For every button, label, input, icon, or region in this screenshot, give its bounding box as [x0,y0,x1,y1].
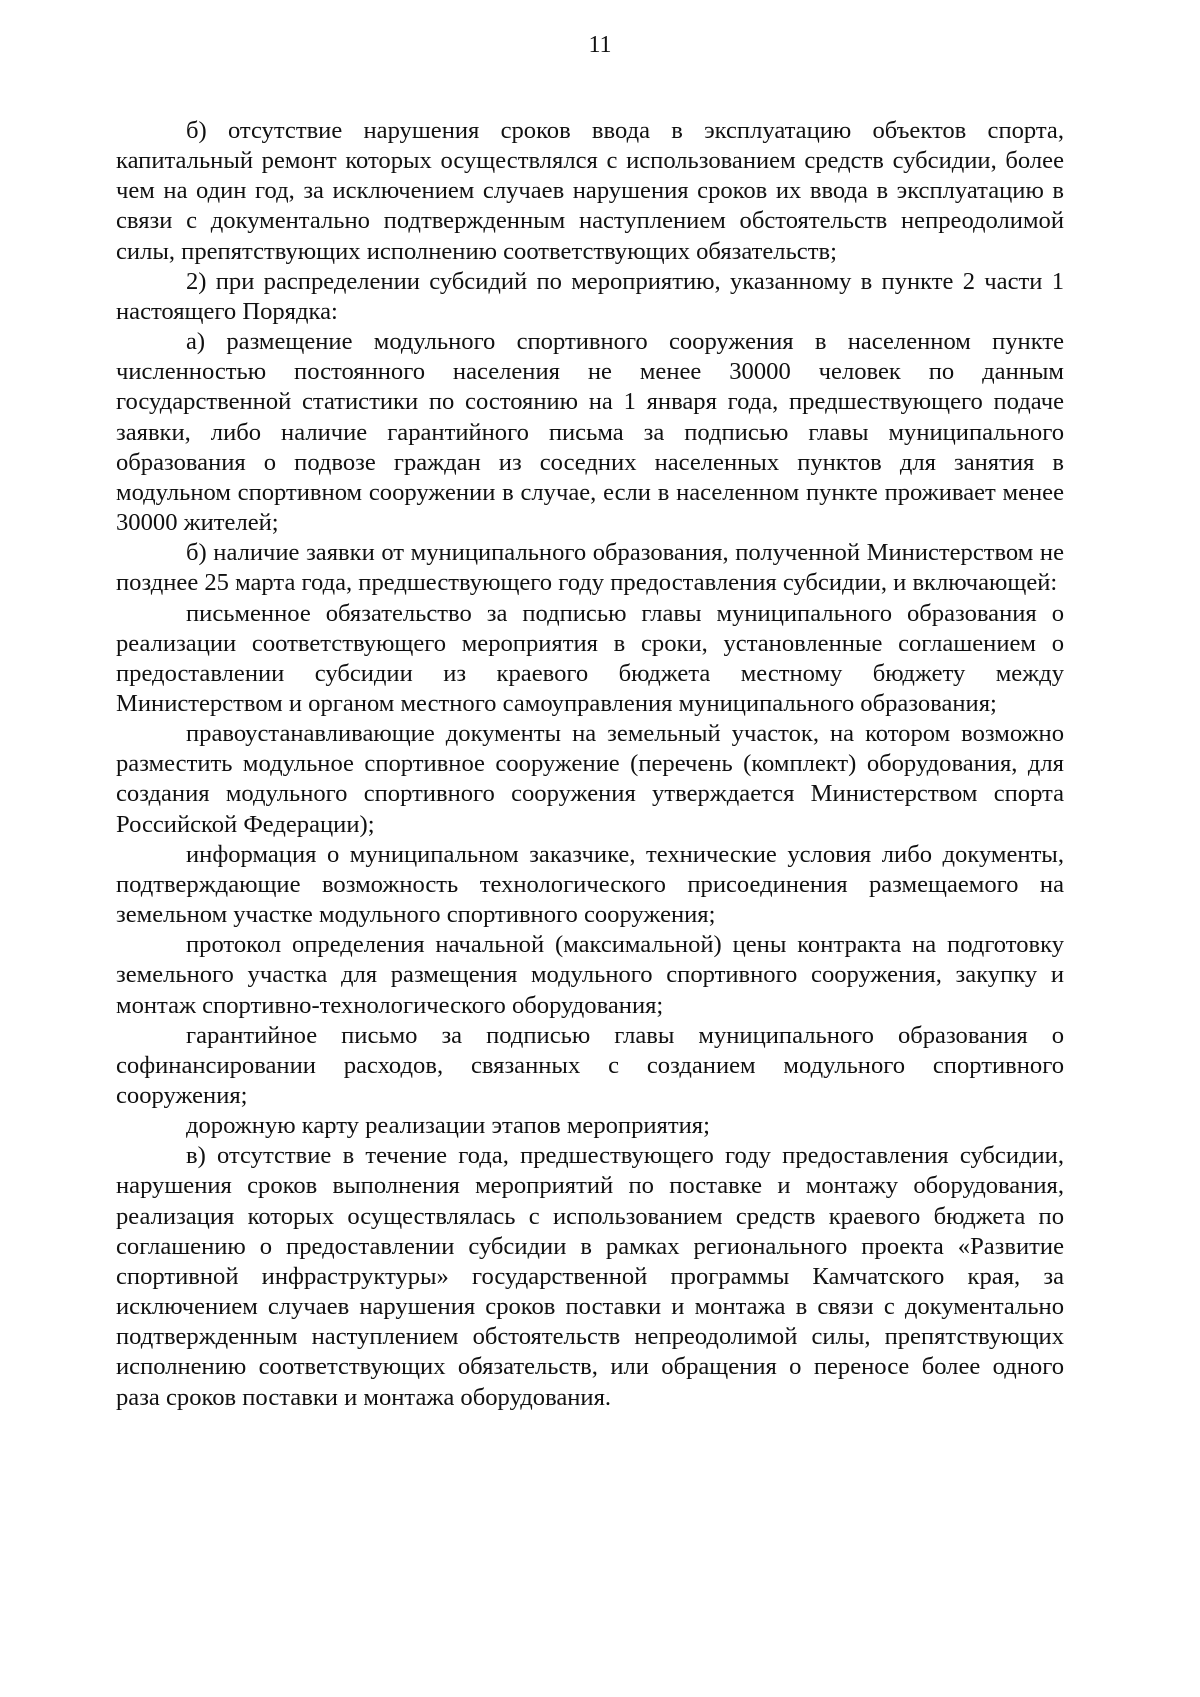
paragraph-roadmap: дорожную карту реализации этапов мероприятия; [186,1112,710,1140]
paragraph-b-application: б) наличие заявки от муниципального образования, полученной Министерством не позднее 25 марта года, предшествующего году предоставления субсидии, и включающей: [116,539,1064,597]
paragraph-written-obligation: письменное обязательство за подписью главы муниципального образования о реализации соответствующего мероприятия в сроки, установленные соглашением о предоставлении субсидии из краевого бюджета местному бюджету между Министерством и органом местного самоуправления муниципального образования; [116,599,1064,717]
page-number: 11 [588,32,612,58]
paragraph-guarantee-letter: гарантийное письмо за подписью главы муниципального образования о софинансировании расходов, связанных с созданием модульного спортивного сооружения; [116,1021,1064,1109]
paragraph-customer-information: информация о муниципальном заказчике, технические условия либо документы, подтверждающие возможность технологического присоединения размещаемого на земельном участке модульного спортивного сооружения; [116,840,1064,929]
paragraph-2-subsidy-distribution: 2) при распределении субсидий по мероприятию, указанному в пункте 2 части 1 настоящего Порядка: [116,267,1064,325]
document-body [116,116,1064,1413]
paragraph-price-protocol: протокол определения начальной (максимальной) цены контракта на подготовку земельного участка для размещения модульного спортивного сооружения, закупку и монтаж спортивно-технологического оборудования; [116,931,1064,1019]
paragraph-v-no-violations: в) отсутствие в течение года, предшествующего году предоставления субсидии, нарушения сроков выполнения мероприятий по поставке и монтажу оборудования, реализация которых осуществлялась с использованием средств краевого бюджета по соглашению о предоставлении субсидии в рамках регионального проекта «Развитие спортивной инфраструктуры» государственной программы Камчатского края, за исключением случаев нарушения сроков поставки и монтажа в связи с документально подтвержденным наступлением обстоятельств непреодолимой силы, препятствующих исполнению соответствующих обязательств, или обращения о переносе более одного раза сроков поставки и монтажа оборудования. [116,1142,1064,1411]
paragraph-b-commissioning-deadlines: б) отсутствие нарушения сроков ввода в эксплуатацию объектов спорта, капитальный ремонт которых осуществлялся с использованием средств субсидии, более чем на один год, за исключением случаев нарушения сроков их ввода в эксплуатацию в связи с документально подтвержденным наступлением обстоятельств непреодолимой силы, препятствующих исполнению соответствующих обязательств; [116,117,1064,265]
paragraph-a-modular-facility-placement: а) размещение модульного спортивного сооружения в населенном пункте численностью постоянного населения не менее 30000 человек по данным государственной статистики по состоянию на 1 января года, предшествующего подаче заявки, либо наличие гарантийного письма за подписью главы муниципального образования о подвозе граждан из соседних населенных пунктов для занятия в модульном спортивном сооружении в случае, если в населенном пункте проживает менее 30000 жителей; [116,328,1064,537]
paragraph-title-documents: правоустанавливающие документы на земельный участок, на котором возможно разместить модульное спортивное сооружение (перечень (комплект) оборудования, для создания модульного спортивного сооружения утверждается Министерством спорта Российской Федерации); [116,720,1064,838]
